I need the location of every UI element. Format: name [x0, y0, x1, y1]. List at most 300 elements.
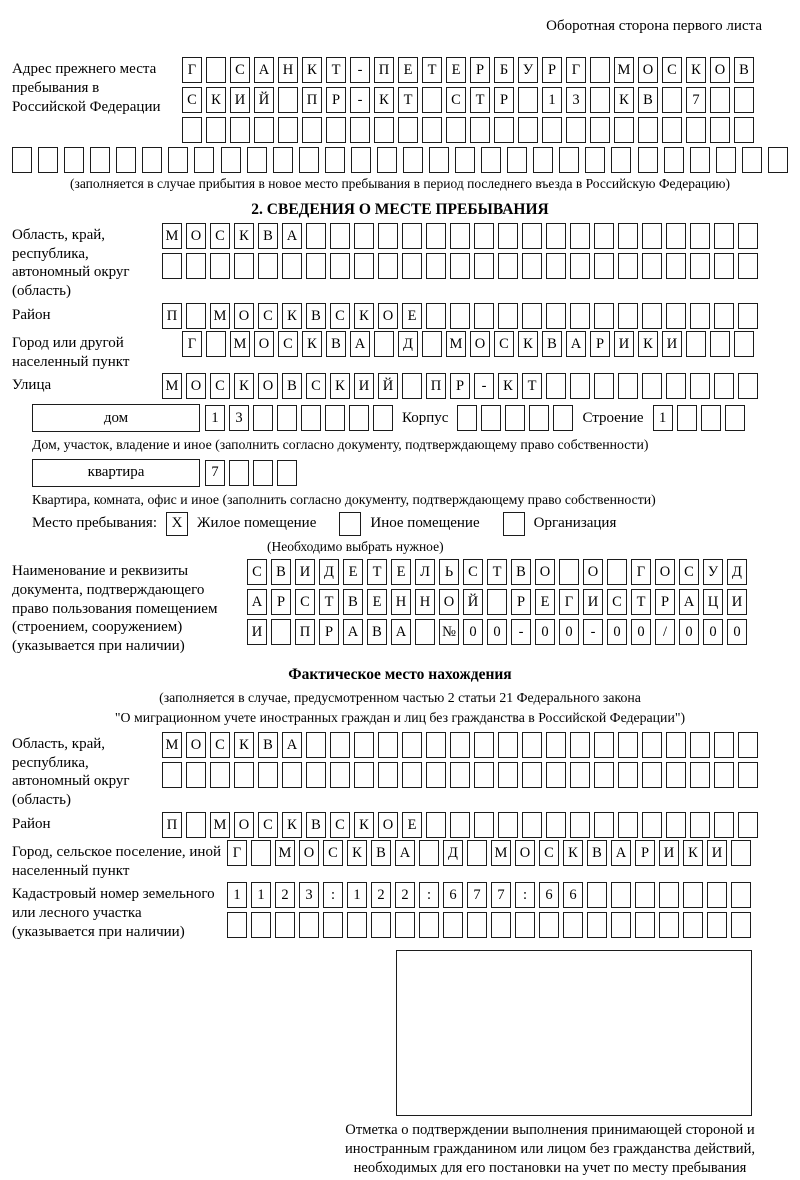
char-box[interactable]: [229, 460, 249, 486]
char-box[interactable]: К: [354, 303, 374, 329]
char-box[interactable]: М: [614, 57, 634, 83]
char-box[interactable]: [182, 117, 202, 143]
char-box[interactable]: [594, 732, 614, 758]
char-box[interactable]: П: [162, 303, 182, 329]
char-box[interactable]: [731, 912, 751, 938]
char-box[interactable]: В: [306, 303, 326, 329]
char-box[interactable]: [638, 117, 658, 143]
char-box[interactable]: -: [474, 373, 494, 399]
char-box[interactable]: [714, 303, 734, 329]
char-box[interactable]: С: [662, 57, 682, 83]
char-box[interactable]: С: [463, 559, 483, 585]
char-box[interactable]: -: [350, 87, 370, 113]
char-box[interactable]: [594, 303, 614, 329]
char-box[interactable]: [450, 812, 470, 838]
char-box[interactable]: [116, 147, 136, 173]
char-box[interactable]: Т: [487, 559, 507, 585]
char-box[interactable]: [618, 373, 638, 399]
char-box[interactable]: [683, 912, 703, 938]
char-box[interactable]: [734, 87, 754, 113]
char-box[interactable]: [374, 117, 394, 143]
char-box[interactable]: [714, 812, 734, 838]
char-box[interactable]: [377, 147, 397, 173]
char-box[interactable]: Т: [398, 87, 418, 113]
char-box[interactable]: О: [234, 812, 254, 838]
char-box[interactable]: [378, 253, 398, 279]
char-box[interactable]: [402, 373, 422, 399]
char-box[interactable]: [258, 762, 278, 788]
char-box[interactable]: [186, 253, 206, 279]
char-box[interactable]: И: [614, 331, 634, 357]
char-box[interactable]: [618, 762, 638, 788]
char-box[interactable]: Т: [522, 373, 542, 399]
char-box[interactable]: [570, 812, 590, 838]
char-box[interactable]: [701, 405, 721, 431]
char-box[interactable]: [221, 147, 241, 173]
char-box[interactable]: [402, 762, 422, 788]
char-box[interactable]: [686, 331, 706, 357]
char-box[interactable]: Д: [319, 559, 339, 585]
char-box[interactable]: [570, 303, 590, 329]
char-box[interactable]: [277, 460, 297, 486]
char-box[interactable]: Р: [635, 840, 655, 866]
char-box[interactable]: С: [539, 840, 559, 866]
char-box[interactable]: [402, 253, 422, 279]
char-box[interactable]: Е: [535, 589, 555, 615]
char-box[interactable]: [398, 117, 418, 143]
char-box[interactable]: Р: [271, 589, 291, 615]
char-box[interactable]: В: [638, 87, 658, 113]
char-box[interactable]: [426, 303, 446, 329]
char-box[interactable]: [498, 812, 518, 838]
char-box[interactable]: [90, 147, 110, 173]
char-box[interactable]: 6: [539, 882, 559, 908]
char-box[interactable]: [426, 812, 446, 838]
char-box[interactable]: [429, 147, 449, 173]
char-box[interactable]: [659, 882, 679, 908]
char-box[interactable]: [325, 147, 345, 173]
char-box[interactable]: [206, 331, 226, 357]
char-box[interactable]: [590, 117, 610, 143]
checkbox-organization[interactable]: [503, 512, 525, 536]
char-box[interactable]: В: [734, 57, 754, 83]
char-box[interactable]: [505, 405, 525, 431]
char-box[interactable]: [666, 223, 686, 249]
char-box[interactable]: [690, 732, 710, 758]
char-box[interactable]: -: [350, 57, 370, 83]
char-box[interactable]: М: [210, 812, 230, 838]
char-box[interactable]: [714, 223, 734, 249]
char-box[interactable]: И: [727, 589, 747, 615]
char-box[interactable]: [38, 147, 58, 173]
char-box[interactable]: Д: [727, 559, 747, 585]
char-box[interactable]: Е: [402, 303, 422, 329]
char-box[interactable]: [594, 373, 614, 399]
char-box[interactable]: [351, 147, 371, 173]
char-box[interactable]: [642, 812, 662, 838]
char-box[interactable]: [716, 147, 736, 173]
char-box[interactable]: О: [254, 331, 274, 357]
char-box[interactable]: [251, 840, 271, 866]
char-box[interactable]: К: [282, 812, 302, 838]
char-box[interactable]: [690, 147, 710, 173]
char-box[interactable]: [325, 405, 345, 431]
char-box[interactable]: У: [518, 57, 538, 83]
char-box[interactable]: [419, 840, 439, 866]
char-box[interactable]: О: [234, 303, 254, 329]
char-box[interactable]: [563, 912, 583, 938]
char-box[interactable]: С: [210, 373, 230, 399]
char-box[interactable]: [683, 882, 703, 908]
char-box[interactable]: И: [583, 589, 603, 615]
char-box[interactable]: В: [343, 589, 363, 615]
char-box[interactable]: [714, 253, 734, 279]
char-box[interactable]: [642, 303, 662, 329]
char-box[interactable]: :: [515, 882, 535, 908]
char-box[interactable]: [614, 117, 634, 143]
char-box[interactable]: [666, 373, 686, 399]
char-box[interactable]: [422, 117, 442, 143]
char-box[interactable]: Г: [182, 331, 202, 357]
char-box[interactable]: С: [295, 589, 315, 615]
char-box[interactable]: Е: [367, 589, 387, 615]
char-box[interactable]: [738, 373, 758, 399]
char-box[interactable]: [426, 732, 446, 758]
char-box[interactable]: 6: [443, 882, 463, 908]
char-box[interactable]: [457, 405, 477, 431]
char-box[interactable]: К: [683, 840, 703, 866]
char-box[interactable]: [378, 223, 398, 249]
char-box[interactable]: К: [282, 303, 302, 329]
char-box[interactable]: В: [371, 840, 391, 866]
char-box[interactable]: О: [470, 331, 490, 357]
char-box[interactable]: [330, 762, 350, 788]
char-box[interactable]: [277, 405, 297, 431]
char-box[interactable]: [491, 912, 511, 938]
char-box[interactable]: 1: [542, 87, 562, 113]
char-box[interactable]: [498, 732, 518, 758]
char-box[interactable]: 0: [559, 619, 579, 645]
char-box[interactable]: [354, 732, 374, 758]
char-box[interactable]: [738, 762, 758, 788]
char-box[interactable]: [662, 87, 682, 113]
char-box[interactable]: [402, 223, 422, 249]
char-box[interactable]: [738, 812, 758, 838]
char-box[interactable]: [275, 912, 295, 938]
char-box[interactable]: -: [511, 619, 531, 645]
char-box[interactable]: [282, 762, 302, 788]
char-box[interactable]: 7: [686, 87, 706, 113]
char-box[interactable]: [611, 912, 631, 938]
char-box[interactable]: [253, 405, 273, 431]
char-box[interactable]: [330, 253, 350, 279]
char-box[interactable]: [690, 253, 710, 279]
char-box[interactable]: 7: [467, 882, 487, 908]
char-box[interactable]: Н: [391, 589, 411, 615]
char-box[interactable]: [559, 559, 579, 585]
char-box[interactable]: 1: [227, 882, 247, 908]
char-box[interactable]: [12, 147, 32, 173]
char-box[interactable]: [594, 812, 614, 838]
char-box[interactable]: [738, 732, 758, 758]
char-box[interactable]: 2: [371, 882, 391, 908]
char-box[interactable]: К: [374, 87, 394, 113]
char-box[interactable]: [635, 882, 655, 908]
char-box[interactable]: А: [247, 589, 267, 615]
char-box[interactable]: [282, 253, 302, 279]
char-box[interactable]: [374, 331, 394, 357]
char-box[interactable]: [585, 147, 605, 173]
char-box[interactable]: 0: [535, 619, 555, 645]
char-box[interactable]: А: [282, 732, 302, 758]
char-box[interactable]: [210, 762, 230, 788]
char-box[interactable]: С: [278, 331, 298, 357]
char-box[interactable]: [347, 912, 367, 938]
char-box[interactable]: И: [247, 619, 267, 645]
char-box[interactable]: Т: [470, 87, 490, 113]
char-box[interactable]: [415, 619, 435, 645]
char-box[interactable]: 3: [229, 405, 249, 431]
char-box[interactable]: [194, 147, 214, 173]
char-box[interactable]: К: [302, 57, 322, 83]
char-box[interactable]: №: [439, 619, 459, 645]
char-box[interactable]: [642, 732, 662, 758]
char-box[interactable]: А: [679, 589, 699, 615]
char-box[interactable]: И: [659, 840, 679, 866]
char-box[interactable]: [168, 147, 188, 173]
char-box[interactable]: [507, 147, 527, 173]
char-box[interactable]: [594, 223, 614, 249]
char-box[interactable]: [474, 732, 494, 758]
char-box[interactable]: Т: [319, 589, 339, 615]
char-box[interactable]: К: [347, 840, 367, 866]
char-box[interactable]: [402, 732, 422, 758]
char-box[interactable]: С: [210, 732, 230, 758]
char-box[interactable]: П: [426, 373, 446, 399]
char-box[interactable]: [227, 912, 247, 938]
char-box[interactable]: О: [186, 373, 206, 399]
char-box[interactable]: [690, 373, 710, 399]
char-box[interactable]: [378, 732, 398, 758]
char-box[interactable]: В: [587, 840, 607, 866]
char-box[interactable]: [251, 912, 271, 938]
char-box[interactable]: Р: [326, 87, 346, 113]
char-box[interactable]: [618, 223, 638, 249]
char-box[interactable]: С: [494, 331, 514, 357]
char-box[interactable]: [273, 147, 293, 173]
char-box[interactable]: [278, 117, 298, 143]
char-box[interactable]: [330, 732, 350, 758]
char-box[interactable]: 0: [703, 619, 723, 645]
char-box[interactable]: [677, 405, 697, 431]
char-box[interactable]: [559, 147, 579, 173]
char-box[interactable]: [474, 812, 494, 838]
char-box[interactable]: И: [354, 373, 374, 399]
char-box[interactable]: М: [162, 732, 182, 758]
char-box[interactable]: С: [306, 373, 326, 399]
char-box[interactable]: [570, 253, 590, 279]
char-box[interactable]: Й: [378, 373, 398, 399]
char-box[interactable]: [498, 223, 518, 249]
char-box[interactable]: О: [378, 303, 398, 329]
char-box[interactable]: [306, 732, 326, 758]
char-box[interactable]: Т: [422, 57, 442, 83]
char-box[interactable]: [546, 373, 566, 399]
char-box[interactable]: [642, 762, 662, 788]
char-box[interactable]: Ь: [439, 559, 459, 585]
char-box[interactable]: В: [306, 812, 326, 838]
char-box[interactable]: 2: [395, 882, 415, 908]
char-box[interactable]: В: [282, 373, 302, 399]
char-box[interactable]: [422, 87, 442, 113]
char-box[interactable]: О: [515, 840, 535, 866]
char-box[interactable]: [539, 912, 559, 938]
char-box[interactable]: К: [330, 373, 350, 399]
char-box[interactable]: [373, 405, 393, 431]
char-box[interactable]: Г: [227, 840, 247, 866]
char-box[interactable]: [768, 147, 788, 173]
char-box[interactable]: [553, 405, 573, 431]
char-box[interactable]: [450, 732, 470, 758]
char-box[interactable]: [546, 303, 566, 329]
char-box[interactable]: И: [230, 87, 250, 113]
char-box[interactable]: К: [518, 331, 538, 357]
char-box[interactable]: Р: [542, 57, 562, 83]
char-box[interactable]: [481, 405, 501, 431]
checkbox-residential[interactable]: X: [166, 512, 188, 536]
char-box[interactable]: О: [583, 559, 603, 585]
char-box[interactable]: [206, 57, 226, 83]
char-box[interactable]: [618, 253, 638, 279]
char-box[interactable]: [403, 147, 423, 173]
char-box[interactable]: У: [703, 559, 723, 585]
char-box[interactable]: [474, 223, 494, 249]
char-box[interactable]: К: [302, 331, 322, 357]
char-box[interactable]: Г: [182, 57, 202, 83]
char-box[interactable]: И: [662, 331, 682, 357]
char-box[interactable]: С: [330, 303, 350, 329]
char-box[interactable]: К: [234, 223, 254, 249]
char-box[interactable]: А: [282, 223, 302, 249]
char-box[interactable]: :: [419, 882, 439, 908]
char-box[interactable]: [487, 589, 507, 615]
char-box[interactable]: /: [655, 619, 675, 645]
char-box[interactable]: К: [354, 812, 374, 838]
char-box[interactable]: [590, 57, 610, 83]
char-box[interactable]: В: [511, 559, 531, 585]
char-box[interactable]: [686, 117, 706, 143]
char-box[interactable]: А: [343, 619, 363, 645]
char-box[interactable]: [546, 812, 566, 838]
char-box[interactable]: [299, 912, 319, 938]
char-box[interactable]: [350, 117, 370, 143]
char-box[interactable]: С: [323, 840, 343, 866]
char-box[interactable]: 0: [607, 619, 627, 645]
char-box[interactable]: [664, 147, 684, 173]
char-box[interactable]: М: [275, 840, 295, 866]
char-box[interactable]: [450, 253, 470, 279]
char-box[interactable]: [354, 253, 374, 279]
char-box[interactable]: 2: [275, 882, 295, 908]
char-box[interactable]: [642, 253, 662, 279]
char-box[interactable]: [426, 223, 446, 249]
char-box[interactable]: [666, 812, 686, 838]
char-box[interactable]: [731, 882, 751, 908]
char-box[interactable]: [570, 732, 590, 758]
char-box[interactable]: [594, 253, 614, 279]
char-box[interactable]: [546, 223, 566, 249]
char-box[interactable]: 1: [205, 405, 225, 431]
char-box[interactable]: Р: [590, 331, 610, 357]
char-box[interactable]: [330, 223, 350, 249]
char-box[interactable]: [618, 812, 638, 838]
char-box[interactable]: [546, 762, 566, 788]
char-box[interactable]: Т: [367, 559, 387, 585]
char-box[interactable]: А: [566, 331, 586, 357]
char-box[interactable]: Р: [494, 87, 514, 113]
char-box[interactable]: С: [607, 589, 627, 615]
char-box[interactable]: [666, 762, 686, 788]
char-box[interactable]: В: [367, 619, 387, 645]
char-box[interactable]: [522, 303, 542, 329]
char-box[interactable]: С: [210, 223, 230, 249]
char-box[interactable]: [306, 253, 326, 279]
char-box[interactable]: М: [491, 840, 511, 866]
char-box[interactable]: [306, 762, 326, 788]
char-box[interactable]: А: [391, 619, 411, 645]
char-box[interactable]: 0: [679, 619, 699, 645]
char-box[interactable]: [470, 117, 490, 143]
char-box[interactable]: [186, 303, 206, 329]
char-box[interactable]: [690, 223, 710, 249]
char-box[interactable]: [522, 223, 542, 249]
char-box[interactable]: [662, 117, 682, 143]
char-box[interactable]: Т: [631, 589, 651, 615]
char-box[interactable]: [498, 762, 518, 788]
char-box[interactable]: 1: [251, 882, 271, 908]
char-box[interactable]: В: [542, 331, 562, 357]
char-box[interactable]: [306, 223, 326, 249]
char-box[interactable]: В: [271, 559, 291, 585]
char-box[interactable]: [738, 223, 758, 249]
char-box[interactable]: [607, 559, 627, 585]
char-box[interactable]: О: [258, 373, 278, 399]
char-box[interactable]: [522, 812, 542, 838]
char-box[interactable]: 1: [347, 882, 367, 908]
char-box[interactable]: [498, 253, 518, 279]
char-box[interactable]: В: [258, 223, 278, 249]
char-box[interactable]: [354, 223, 374, 249]
char-box[interactable]: [426, 762, 446, 788]
char-box[interactable]: [162, 253, 182, 279]
char-box[interactable]: [659, 912, 679, 938]
char-box[interactable]: [714, 762, 734, 788]
char-box[interactable]: Е: [398, 57, 418, 83]
char-box[interactable]: Р: [450, 373, 470, 399]
char-box[interactable]: С: [247, 559, 267, 585]
char-box[interactable]: [710, 331, 730, 357]
char-box[interactable]: [533, 147, 553, 173]
char-box[interactable]: [446, 117, 466, 143]
char-box[interactable]: 3: [566, 87, 586, 113]
char-box[interactable]: О: [655, 559, 675, 585]
char-box[interactable]: [731, 840, 751, 866]
char-box[interactable]: [349, 405, 369, 431]
char-box[interactable]: О: [439, 589, 459, 615]
char-box[interactable]: Ц: [703, 589, 723, 615]
char-box[interactable]: [450, 223, 470, 249]
char-box[interactable]: О: [186, 223, 206, 249]
